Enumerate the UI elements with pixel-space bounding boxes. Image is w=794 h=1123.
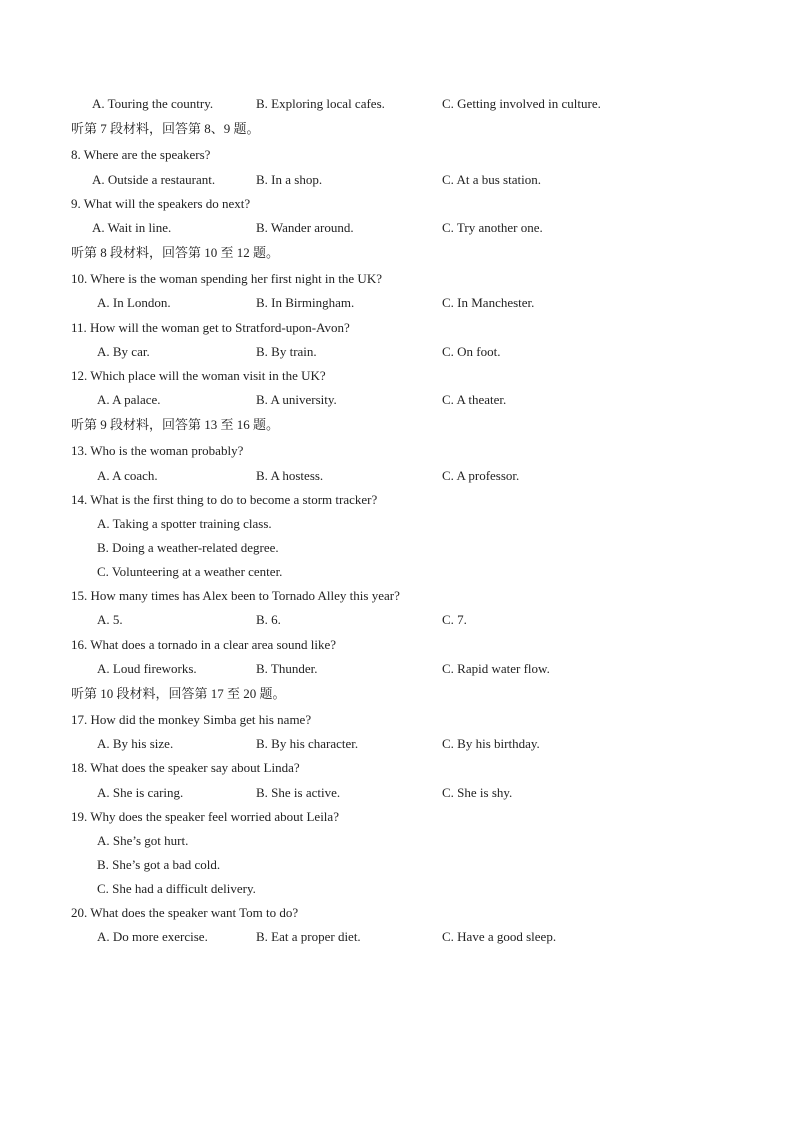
question-row: [0, 635, 794, 655]
question-row: [0, 318, 794, 338]
option-a: A. By car.: [97, 344, 150, 359]
question-text: 8. Where are the speakers?: [71, 147, 211, 162]
option-b: B. Doing a weather-related degree.: [97, 540, 279, 555]
option-a: A. 5.: [97, 612, 123, 627]
option-row: [0, 610, 794, 630]
option-b: B. Exploring local cafes.: [256, 96, 385, 111]
option-row: [0, 293, 794, 313]
option-row: [0, 170, 794, 190]
option-c: C. She is shy.: [442, 785, 513, 800]
question-text: 17. How did the monkey Simba get his name?: [71, 712, 312, 727]
question-row: [0, 710, 794, 730]
option-row: [0, 390, 794, 410]
question-row: [0, 194, 794, 214]
option-a: A. Outside a restaurant.: [92, 172, 216, 187]
question-text: 9. What will the speakers do next?: [71, 196, 251, 211]
option-a: A. A coach.: [97, 468, 158, 483]
option-b: B. In Birmingham.: [256, 295, 355, 310]
option-c: C. Getting involved in culture.: [442, 96, 601, 111]
option-c: C. By his birthday.: [442, 736, 540, 751]
option-row: [0, 218, 794, 238]
option-line: [0, 562, 794, 582]
section-text: 听第 9 段材料，回答第 13 至 16 题。: [71, 417, 280, 432]
section-text: 听第 7 段材料，回答第 8、9 题。: [71, 121, 260, 136]
option-b: B. By train.: [256, 344, 317, 359]
question-row: [0, 366, 794, 386]
question-row: [0, 269, 794, 289]
option-c: C. 7.: [442, 612, 467, 627]
option-row: [0, 734, 794, 754]
question-text: 11. How will the woman get to Stratford-upon-Avon?: [71, 320, 350, 335]
question-row: [0, 903, 794, 923]
question-row: [0, 441, 794, 461]
question-text: 20. What does the speaker want Tom to do?: [71, 905, 299, 920]
option-a: A. By his size.: [97, 736, 174, 751]
question-text: 19. Why does the speaker feel worried about Leila?: [71, 809, 339, 824]
option-a: A. A palace.: [97, 392, 161, 407]
option-b: B. She’s got a bad cold.: [97, 857, 221, 872]
section-heading: [0, 119, 794, 139]
question-row: [0, 758, 794, 778]
option-c: C. A professor.: [442, 468, 520, 483]
option-row: [0, 659, 794, 679]
option-b: B. A hostess.: [256, 468, 324, 483]
option-a: A. In London.: [97, 295, 171, 310]
option-a: A. Loud fireworks.: [97, 661, 197, 676]
option-row: [0, 783, 794, 803]
option-b: B. Wander around.: [256, 220, 354, 235]
option-a: A. Wait in line.: [92, 220, 172, 235]
option-c: C. She had a difficult delivery.: [97, 881, 256, 896]
option-c: C. In Manchester.: [442, 295, 535, 310]
option-c: C. Have a good sleep.: [442, 929, 557, 944]
option-a: A. Taking a spotter training class.: [97, 516, 272, 531]
option-c: C. Rapid water flow.: [442, 661, 550, 676]
section-heading: [0, 243, 794, 263]
question-row: [0, 490, 794, 510]
option-c: C. At a bus station.: [442, 172, 541, 187]
section-heading: [0, 684, 794, 704]
option-b: B. In a shop.: [256, 172, 323, 187]
option-b: B. She is active.: [256, 785, 341, 800]
option-b: B. 6.: [256, 612, 281, 627]
option-b: B. A university.: [256, 392, 337, 407]
question-text: 15. How many times has Alex been to Tornado Alley this year?: [71, 588, 400, 603]
question-row: [0, 586, 794, 606]
option-line: [0, 879, 794, 899]
option-line: [0, 538, 794, 558]
option-c: C. Try another one.: [442, 220, 543, 235]
option-row: [0, 342, 794, 362]
section-text: 听第 8 段材料，回答第 10 至 12 题。: [71, 245, 280, 260]
option-a: A. She is caring.: [97, 785, 184, 800]
question-row: [0, 145, 794, 165]
question-text: 16. What does a tornado in a clear area sound like?: [71, 637, 337, 652]
option-b: B. Thunder.: [256, 661, 318, 676]
section-text: 听第 10 段材料，回答第 17 至 20 题。: [71, 686, 286, 701]
section-heading: [0, 415, 794, 435]
option-c: C. On foot.: [442, 344, 501, 359]
option-line: [0, 855, 794, 875]
option-a: A. Touring the country.: [92, 96, 214, 111]
question-text: 18. What does the speaker say about Linda?: [71, 760, 300, 775]
question-text: 14. What is the first thing to do to become a storm tracker?: [71, 492, 378, 507]
question-text: 12. Which place will the woman visit in the UK?: [71, 368, 326, 383]
option-a: A. Do more exercise.: [97, 929, 208, 944]
option-c: C. Volunteering at a weather center.: [97, 564, 283, 579]
option-line: [0, 514, 794, 534]
option-a: A. She’s got hurt.: [97, 833, 189, 848]
option-b: B. Eat a proper diet.: [256, 929, 361, 944]
option-row: [0, 927, 794, 947]
option-row: [0, 94, 794, 114]
question-row: [0, 807, 794, 827]
option-line: [0, 831, 794, 851]
question-text: 13. Who is the woman probably?: [71, 443, 244, 458]
option-row: [0, 466, 794, 486]
option-b: B. By his character.: [256, 736, 359, 751]
option-c: C. A theater.: [442, 392, 507, 407]
question-text: 10. Where is the woman spending her first night in the UK?: [71, 271, 382, 286]
